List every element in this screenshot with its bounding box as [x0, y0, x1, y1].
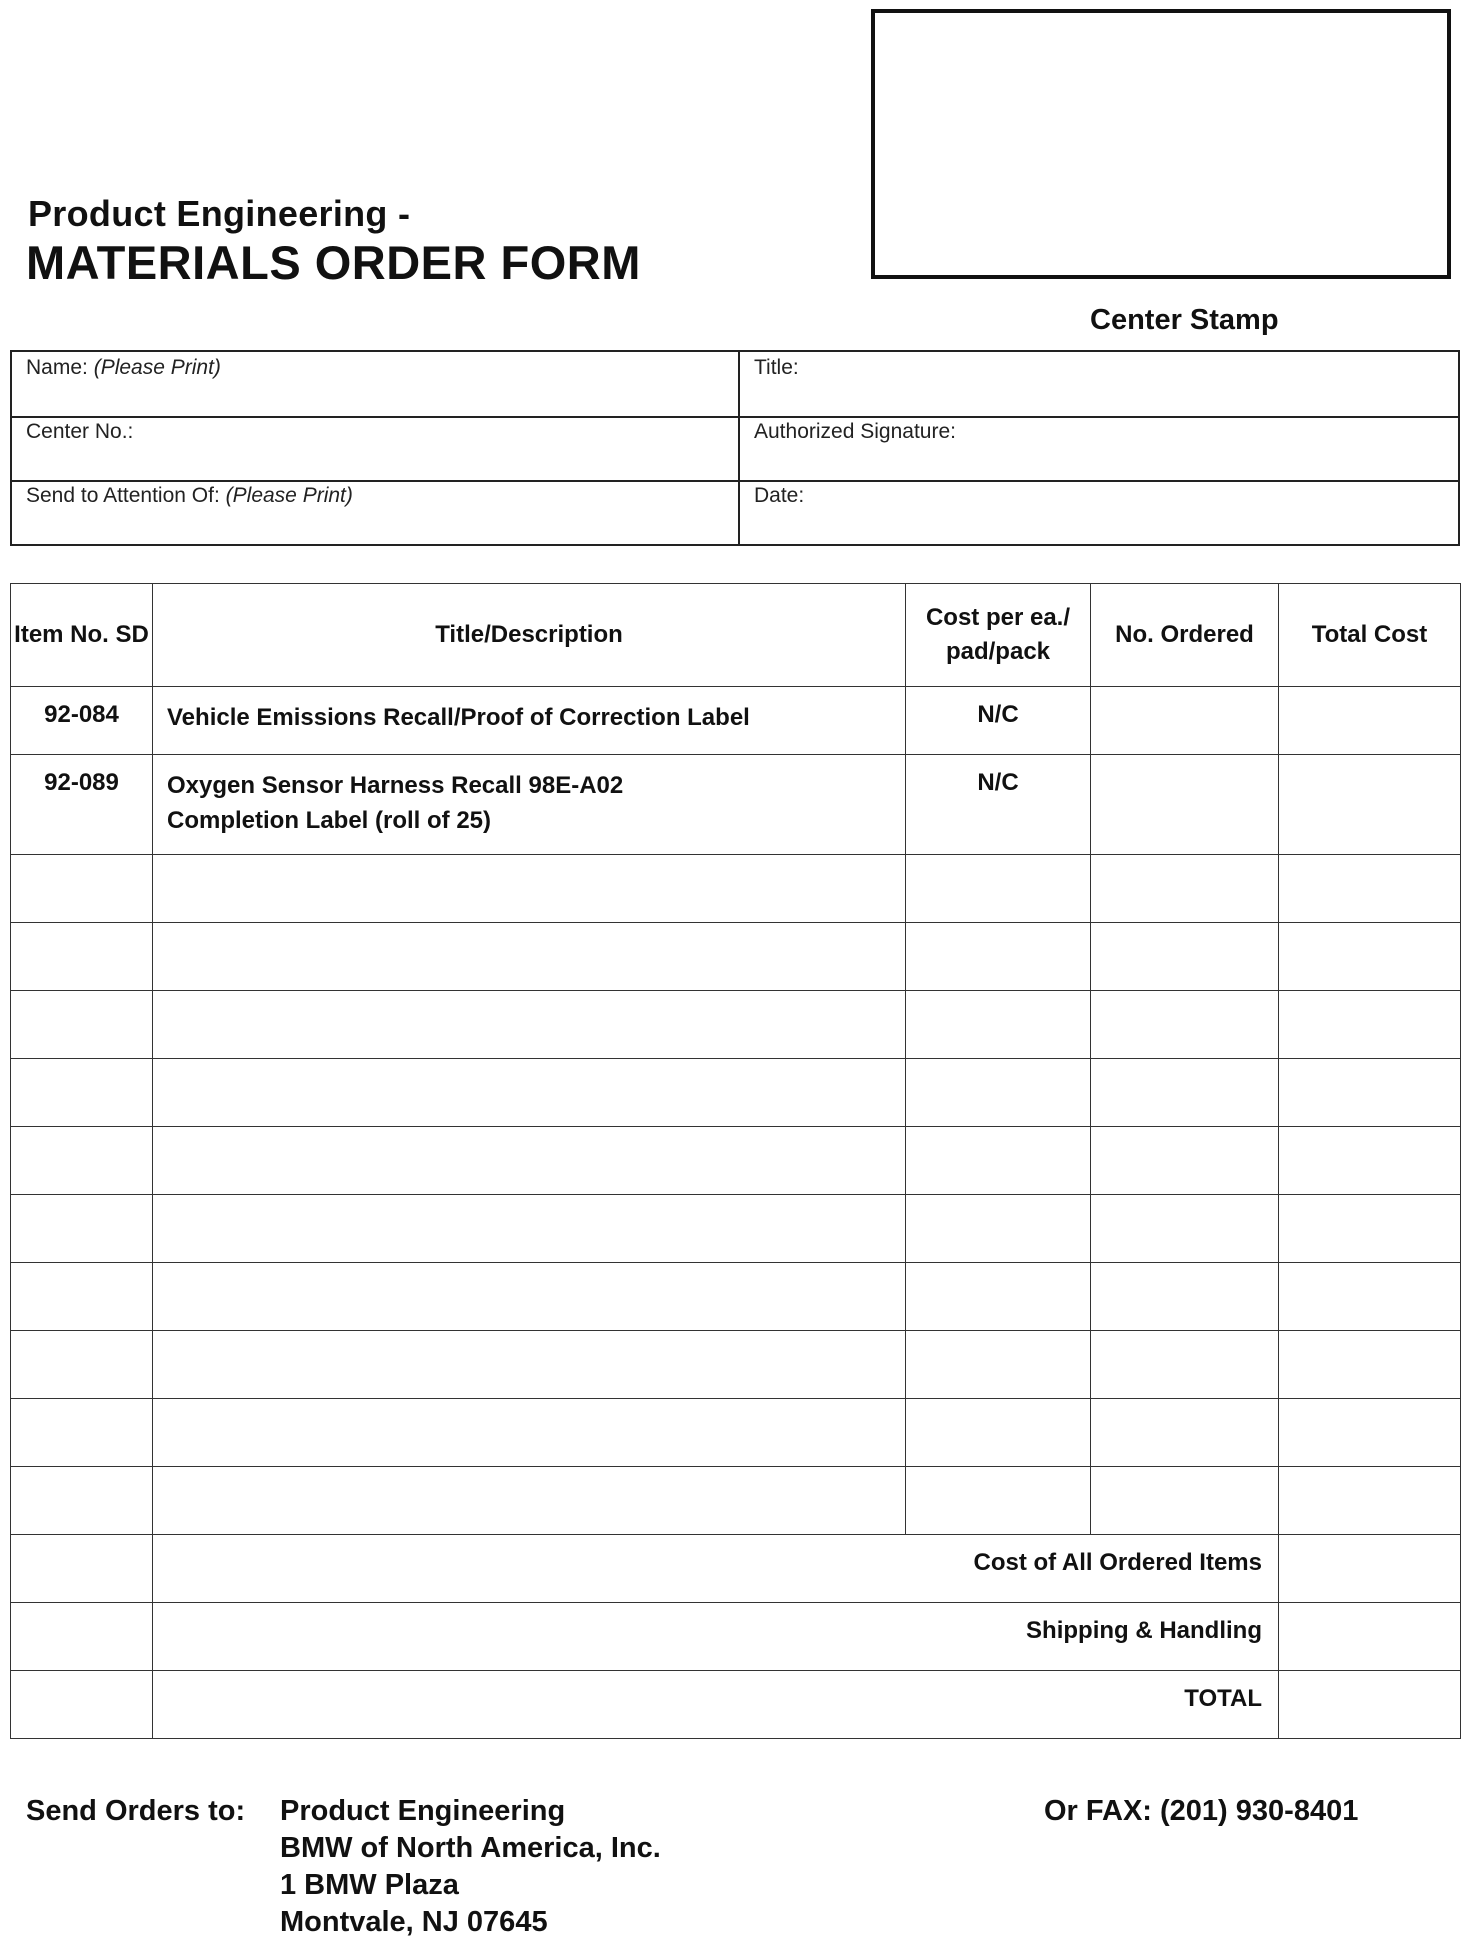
title-field[interactable] — [740, 352, 1458, 416]
header-no-ordered: No. Ordered — [1091, 584, 1279, 687]
center-no-field[interactable] — [12, 416, 740, 480]
requester-info-block — [10, 350, 1460, 546]
item-no-cell: 92-084 — [11, 687, 153, 755]
description-line: Completion Label (roll of 25) — [167, 806, 492, 834]
address-line: 1 BMW Plaza — [280, 1869, 459, 1901]
attention-hint: (Please Print) — [225, 484, 353, 507]
info-row-name — [12, 352, 1458, 418]
shipping-label: Shipping & Handling — [153, 1603, 1279, 1671]
no-ordered-cell[interactable] — [1091, 755, 1279, 855]
department-heading: Product Engineering - — [28, 193, 411, 234]
summary-row-total — [11, 1671, 1461, 1739]
description-cell — [153, 755, 906, 855]
summary-row-cost-all — [11, 1535, 1461, 1603]
table-header-row — [11, 584, 1461, 687]
total-cost-cell[interactable] — [1279, 687, 1461, 755]
name-label: Name: — [26, 356, 88, 379]
address-line: Product Engineering — [280, 1795, 566, 1827]
fax-number: Or FAX: (201) 930-8401 — [1044, 1795, 1359, 1827]
cost-cell: N/C — [906, 687, 1091, 755]
mailing-address — [280, 1793, 661, 1941]
address-line: Montvale, NJ 07645 — [280, 1906, 548, 1938]
table-row-empty — [11, 1399, 1461, 1467]
total-value[interactable] — [1279, 1671, 1461, 1739]
summary-row-shipping — [11, 1603, 1461, 1671]
name-hint: (Please Print) — [93, 356, 221, 379]
shipping-value[interactable] — [1279, 1603, 1461, 1671]
address-line: BMW of North America, Inc. — [280, 1832, 661, 1864]
table-row-empty — [11, 1263, 1461, 1331]
date-label: Date: — [754, 484, 805, 507]
header-item-no: Item No. SD — [11, 584, 153, 687]
table-row-empty — [11, 1195, 1461, 1263]
table-row-empty — [11, 1467, 1461, 1535]
table-row — [11, 755, 1461, 855]
cost-all-label: Cost of All Ordered Items — [153, 1535, 1279, 1603]
center-stamp-label: Center Stamp — [1090, 304, 1279, 336]
table-row-empty — [11, 923, 1461, 991]
table-row-empty — [11, 855, 1461, 923]
table-row-empty — [11, 991, 1461, 1059]
info-row-attention — [12, 480, 1458, 544]
table-row-empty — [11, 1331, 1461, 1399]
item-no-cell: 92-089 — [11, 755, 153, 855]
header-total-cost: Total Cost — [1279, 584, 1461, 687]
authorized-signature-field[interactable] — [740, 416, 1458, 480]
date-field[interactable] — [740, 480, 1458, 544]
materials-table — [10, 583, 1461, 1739]
description-cell: Vehicle Emissions Recall/Proof of Correction Label — [153, 687, 906, 755]
header-cost: Cost per ea./ pad/pack — [906, 584, 1091, 687]
info-row-center — [12, 416, 1458, 482]
center-no-label: Center No.: — [26, 420, 134, 443]
cost-all-value[interactable] — [1279, 1535, 1461, 1603]
center-stamp-box — [871, 9, 1451, 279]
authorized-signature-label: Authorized Signature: — [754, 420, 956, 443]
table-row — [11, 687, 1461, 755]
attention-field[interactable] — [12, 480, 740, 544]
form-title: MATERIALS ORDER FORM — [26, 236, 641, 289]
header-description: Title/Description — [153, 584, 906, 687]
cost-cell: N/C — [906, 755, 1091, 855]
description-line: Oxygen Sensor Harness Recall 98E-A02 — [167, 772, 624, 799]
total-cost-cell[interactable] — [1279, 755, 1461, 855]
name-field[interactable] — [12, 352, 740, 416]
no-ordered-cell[interactable] — [1091, 687, 1279, 755]
table-row-empty — [11, 1127, 1461, 1195]
attention-label: Send to Attention Of: — [26, 484, 220, 507]
total-label: TOTAL — [153, 1671, 1279, 1739]
table-row-empty — [11, 1059, 1461, 1127]
title-label: Title: — [754, 356, 799, 379]
send-orders-label: Send Orders to: — [26, 1795, 246, 1827]
